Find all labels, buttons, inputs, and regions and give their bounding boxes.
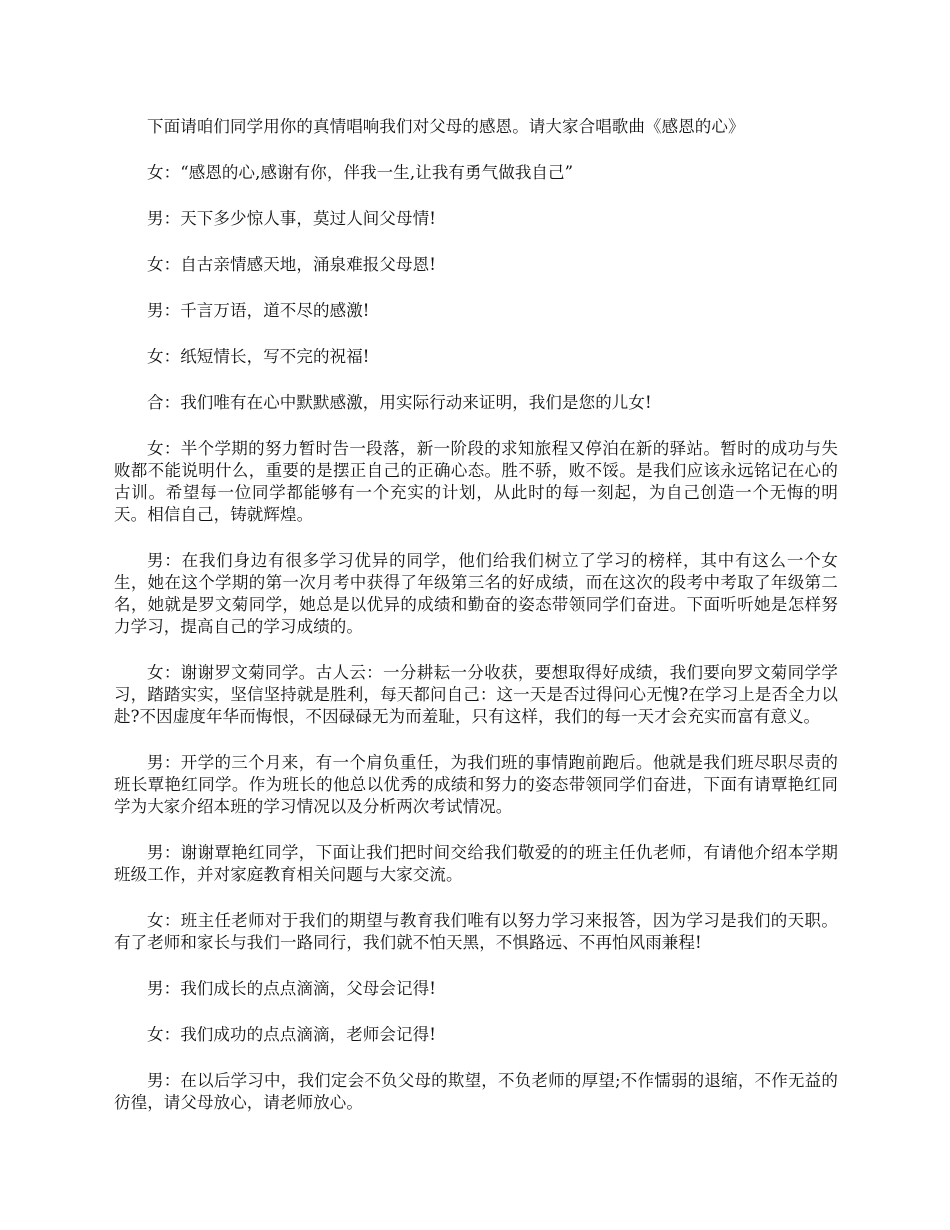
paragraph-5: 男：千言万语，道不尽的感激! (147, 301, 370, 320)
paragraph-2: 女：“感恩的心,感谢有你，伴我一生,让我有勇气做我自己” (147, 163, 574, 182)
paragraph-12: 男：谢谢覃艳红同学，下面让我们把时间交给我们敬爱的的班主任仇老师，有请他介绍本学期班级工作，并对家庭教育相关问题与大家交流。 (114, 843, 838, 884)
paragraph-16: 男：在以后学习中，我们定会不负父母的欺望，不负老师的厚望;不作懦弱的退缩，不作无益的彷徨，请父母放心，请老师放心。 (114, 1071, 838, 1112)
paragraph-10: 女：谢谢罗文菊同学。古人云：一分耕耘一分收获，要想取得好成绩，我们要向罗文菊同学学习，踏踏实实，坚信坚持就是胜利，每天都问自己：这一天是否过得问心无愧?在学习上是否全力以赴?不因虚度年华而悔恨，不因碌碌无为而羞耻，只有这样，我们的每一天才会充实而富有意义。 (114, 663, 838, 726)
paragraph-3: 男：天下多少惊人事，莫过人间父母情! (147, 209, 436, 228)
paragraph-6: 女：纸短情长，写不完的祝福! (147, 347, 370, 366)
paragraph-8: 女：半个学期的努力暂时告一段落，新一阶段的求知旅程又停泊在新的驿站。暂时的成功与失败都不能说明什么，重要的是摆正自己的正确心态。胜不骄，败不馁。是我们应该永远铭记在心的古训。希望每一位同学都能够有一个充实的计划，从此时的每一刻起，为自己创造一个无悔的明天。相信自己，铸就辉煌。 (114, 439, 838, 524)
document-body (114, 116, 838, 1138)
paragraph-14: 男：我们成长的点点滴滴，父母会记得! (147, 979, 436, 998)
paragraph-7: 合：我们唯有在心中默默感激，用实际行动来证明，我们是您的儿女! (147, 393, 652, 412)
paragraph-1: 下面请咱们同学用你的真情唱响我们对父母的感恩。请大家合唱歌曲《感恩的心》 (147, 117, 745, 136)
paragraph-15: 女：我们成功的点点滴滴，老师会记得! (147, 1025, 436, 1044)
paragraph-9: 男：在我们身边有很多学习优异的同学，他们给我们树立了学习的榜样，其中有这么一个女生，她在这个学期的第一次月考中获得了年级第三名的好成绩，而在这次的段考中考取了年级第二名，她就是罗文菊同学，她总是以优异的成绩和勤奋的姿态带领同学们奋进。下面听听她是怎样努力学习，提高自己的学习成绩的。 (114, 551, 838, 636)
paragraph-13: 女：班主任老师对于我们的期望与教育我们唯有以努力学习来报答，因为学习是我们的天职。有了老师和家长与我们一路同行，我们就不怕天黑，不惧路远、不再怕风雨兼程! (114, 911, 838, 952)
paragraph-4: 女：自古亲情感天地，涌泉难报父母恩! (147, 255, 436, 274)
paragraph-11: 男：开学的三个月来，有一个肩负重任，为我们班的事情跑前跑后。他就是我们班尽职尽责的班长覃艳红同学。作为班长的他总以优秀的成绩和努力的姿态带领同学们奋进，下面有请覃艳红同学为大家介绍本班的学习情况以及分析两次考试情况。 (114, 753, 838, 816)
